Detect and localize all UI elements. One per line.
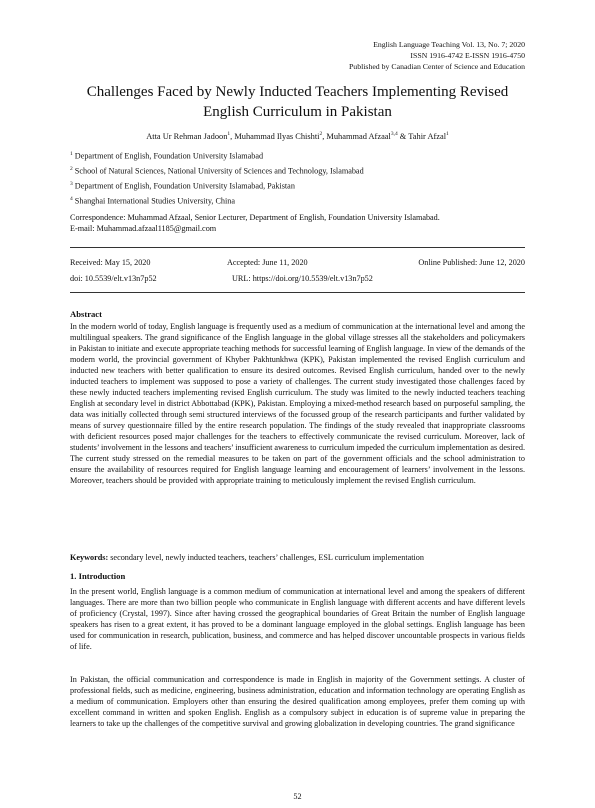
online-date: Online Published: June 12, 2020	[418, 258, 525, 267]
received-date: Received: May 15, 2020	[70, 258, 151, 267]
publisher-line: Published by Canadian Center of Science and Education	[348, 61, 525, 71]
doi-url-link[interactable]: URL: https://doi.org/10.5539/elt.v13n7p52	[232, 274, 373, 283]
keywords-text: secondary level, newly inducted teachers, teachers’ challenges, ESL curriculum implementation	[108, 553, 424, 562]
keywords	[70, 553, 525, 562]
affiliation-text: Department of English, Foundation University Islamabad	[74, 151, 264, 161]
author-affil-mark: 2	[319, 131, 323, 137]
affiliation	[70, 166, 525, 176]
correspondence-email: E-mail: Muhammad.afzaal1185@gmail.com	[70, 224, 217, 233]
author-affil-mark: 1	[446, 131, 449, 137]
paper-title	[70, 83, 525, 122]
title-line-1: Challenges Faced by Newly Inducted Teachers Implementing Revised	[86, 84, 509, 100]
running-header	[225, 40, 525, 72]
divider-bottom	[70, 292, 525, 293]
affiliation-number: 1	[70, 151, 73, 157]
intro-paragraph-2: In Pakistan, the official communication and correspondence is made in English in majority of the Government settings. A cluster of professional fields, such as medicine, engineering, business administration, education and information technology are operating English as a medium of communication. Employers other than ensuring the desired qualification among employees, prefer them coming up with excellent command in written and spoken English. English as a compulsory subject in education is of supreme value in preparing the learners to take up the challenges of the competitive survival and growing globalization in developing countries. The grand significance	[70, 675, 525, 728]
intro-paragraph-1: In the present world, English language is a common medium of communication at international level and among the speakers of different languages. There are more than two billion people who communicate in English language with different accents and have different levels of proficiency (Crystal, 1997). Since after having crossed the geographical boundaries of Great Britain the number of English language speakers has risen to a great extent, it has proved to be a dominant language employed in the global settings. English language has been used for communication in research, publication, business, and commerce and has helped discover uncountable prospects in various fields of life.	[70, 587, 525, 651]
affiliation	[70, 181, 525, 191]
correspondence-line: Correspondence: Muhammad Afzaal, Senior Lecturer, Department of English, Foundation University Islamabad.	[70, 213, 440, 222]
author-name: Atta Ur Rehman Jadoon	[146, 131, 228, 141]
author-affil-mark: 1	[227, 131, 231, 137]
author-name: Muhammad Ilyas Chishti	[234, 131, 320, 141]
affiliation	[70, 151, 525, 161]
affiliation	[70, 196, 525, 206]
author-separator: ,	[322, 131, 327, 141]
affiliation-number: 4	[70, 196, 73, 202]
affiliation-number: 3	[70, 181, 73, 187]
author-separator: ,	[230, 131, 235, 141]
doi-text: doi: 10.5539/elt.v13n7p52	[70, 274, 157, 283]
page-number: 52	[293, 792, 302, 801]
section-heading-introduction: 1. Introduction	[70, 571, 126, 581]
author-affil-mark: 3,4	[390, 131, 398, 137]
correspondence	[70, 212, 525, 234]
issn-line: ISSN 1916-4742 E-ISSN 1916-4750	[410, 50, 525, 60]
author-name: Muhammad Afzaal	[326, 131, 391, 141]
affiliation-text: School of Natural Sciences, National University of Sciences and Technology, Islamabad	[74, 166, 364, 176]
author-list	[70, 131, 525, 141]
author-name: Tahir Afzal	[408, 131, 447, 141]
affiliation-number: 2	[70, 166, 73, 172]
affiliation-text: Department of English, Foundation University Islamabad, Pakistan	[74, 181, 295, 191]
author-separator: &	[397, 131, 409, 141]
accepted-date: Accepted: June 11, 2020	[227, 258, 308, 267]
abstract-text: In the modern world of today, English language is frequently used as a medium of communication at the international level and among the multilingual speakers. The grand significance of the English language in the global village stresses all the stakeholders and policymakers in Pakistan to initiate and execute appropriate teaching methods for successful learning of English language. In view of the demands of the modern world, the provincial government of Khyber Pakhtunkhwa (KPK), Pakistan implemented the revised English curriculum and inducted new teachers with better qualification to ensure its desired outcomes. Revised English curriculum, handed over to the newly inducted teachers to implement was supposed to pose a variety of challenges. The current study investigated those challenges faced by these newly inducted teachers implementing revised English curriculum. The study was limited to the newly inducted teachers teaching English at secondary level in district Abbottabad (KPK), Pakistan. Employing a mixed-method research based on purposeful sampling, the data was initially collected through semi structured interviews of the focussed group of the research participants and further validated by means of survey questionnaire filled by the entire research population. The findings of the study revealed that inappropriate classrooms with deficient resources posed major challenges for the teachers to effectively communicate the revised curriculum. Moreover, lack of students’ involvement in the lessons and teachers’ insufficient awareness to curriculum impeded the curriculum implementation as desired. The current study stressed on the remedial measures to be taken on part of the government officials and the school administration to ensure the availability of resources required for English language learning and encouragement of learners’ involvement in the lessons. Moreover, teachers should be provided with appropriate training to meticulously implement the revised English curriculum.	[70, 322, 525, 485]
journal-line: English Language Teaching Vol. 13, No. 7; 2020	[373, 40, 525, 49]
abstract-heading: Abstract	[70, 309, 102, 319]
title-line-2: English Curriculum in Pakistan	[203, 103, 392, 120]
affiliation-text: Shanghai International Studies University, China	[74, 196, 236, 206]
divider-top	[70, 247, 525, 248]
keywords-label: Keywords:	[70, 553, 109, 562]
